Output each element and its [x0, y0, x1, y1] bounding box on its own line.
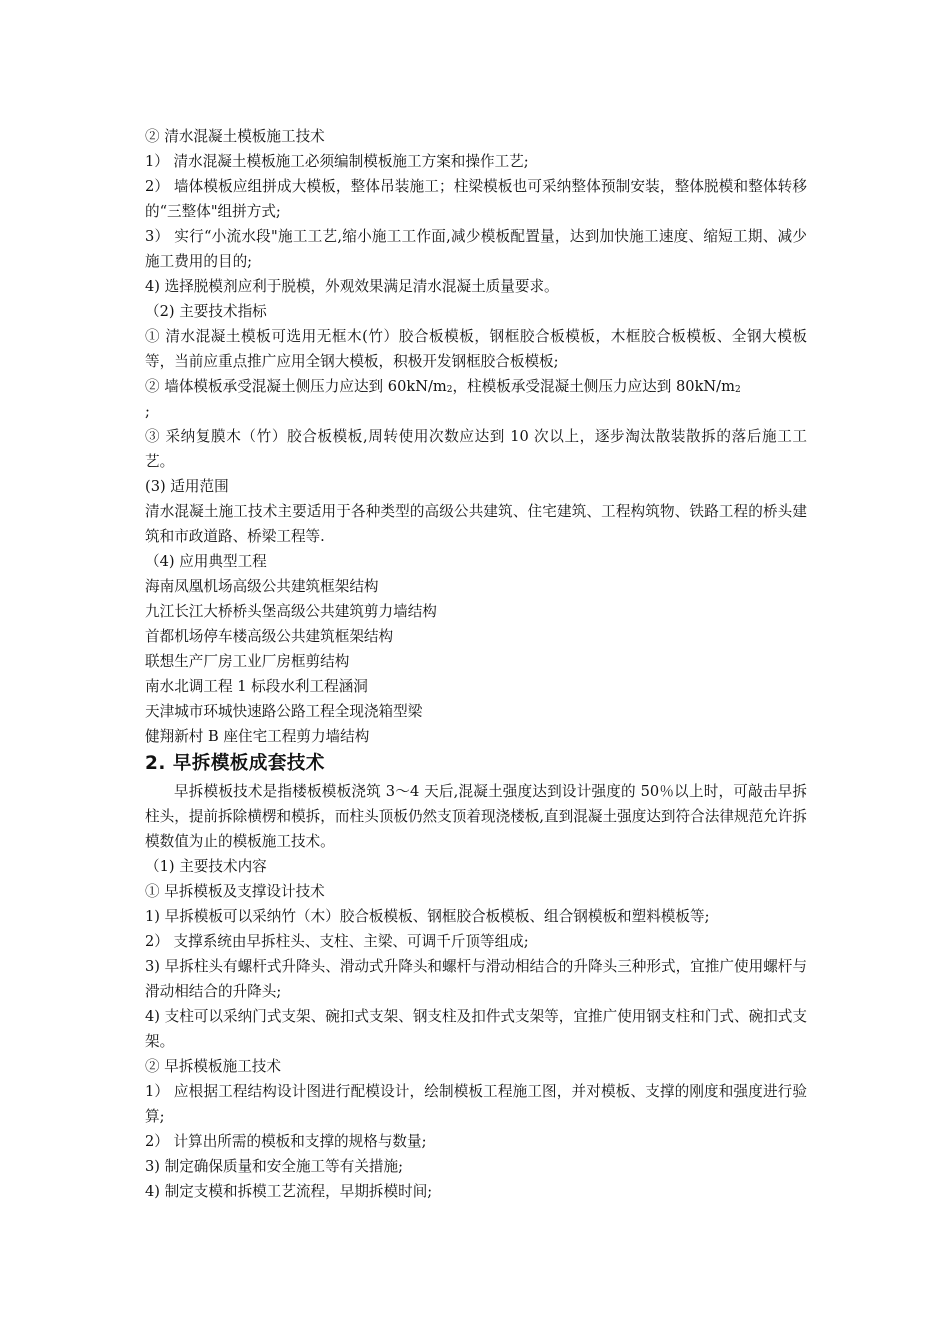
unit-exponent: 2 [446, 385, 453, 395]
subsection-title-projects: （4) 应用典型工程 [145, 553, 267, 570]
project-item: 海南凤凰机场高级公共建筑框架结构 [145, 578, 379, 595]
list-item: 4) 支柱可以采纳门式支架、碗扣式支架、钢支柱及扣件式支架等，宜推广使用钢支柱和门式、碗扣式支架。 [145, 1008, 807, 1050]
list-item: 2） 支撑系统由早拆柱头、支柱、主梁、可调千斤顶等组成; [145, 933, 529, 950]
section-label-construction-tech: ② 早拆模板施工技术 [145, 1058, 281, 1075]
list-item: 1) 早拆模板可以采纳竹（木）胶合板模板、钢框胶合板模板、组合钢模板和塑料模板等; [145, 908, 710, 925]
list-item: 4) 制定支模和拆模工艺流程，早期拆模时间; [145, 1183, 433, 1200]
project-item: 南水北调工程 1 标段水利工程涵洞 [145, 678, 368, 695]
list-item: 2） 墙体模板应组拼成大模板，整体吊装施工；柱梁模板也可采纳整体预制安装，整体脱模和整体转移的“三整体"组拼方式; [145, 178, 807, 220]
project-item: 联想生产厂房工业厂房框剪结构 [145, 653, 350, 670]
unit-exponent: 2 [734, 385, 741, 395]
list-item: 3) 早拆柱头有螺杆式升降头、滑动式升降头和螺杆与滑动相结合的升降头三种形式，宜推广使用螺杆与滑动相结合的升降头; [145, 958, 807, 1000]
list-item: 1） 应根据工程结构设计图进行配模设计，绘制模板工程施工图，并对模板、支撑的刚度和强度进行验算; [145, 1083, 807, 1125]
scope-paragraph: 清水混凝土施工技术主要适用于各种类型的高级公共建筑、住宅建筑、工程构筑物、铁路工程的桥头建筑和市政道路、桥梁工程等. [145, 503, 807, 545]
list-item: 3) 制定确保质量和安全施工等有关措施; [145, 1158, 404, 1175]
section-heading: 2. 早拆模板成套技术 [145, 753, 325, 774]
intro-paragraph: 早拆模板技术是指楼板模板浇筑 3～4 天后,混凝土强度达到设计强度的 50％以上时，可敲击早拆柱头，提前拆除横楞和模拆，而柱头顶板仍然支顶着现浇楼板,直到混凝土强度达到符合法律规范允许拆模数值为止的模板施工技术。 [145, 783, 807, 850]
document-page [145, 124, 807, 1204]
project-item: 健翔新村 B 座住宅工程剪力墙结构 [145, 728, 370, 745]
subsection-title-indicators: （2) 主要技术指标 [145, 303, 267, 320]
subsection-title-scope: (3) 适用范围 [145, 478, 229, 495]
section-label-design: ① 早拆模板及支撑设计技术 [145, 883, 325, 900]
list-item: 3） 实行“小流水段"施工工艺,缩小施工工作面,减少模板配置量，达到加快施工速度、缩短工期、减少施工费用的目的; [145, 228, 807, 270]
list-item: 4) 选择脱模剂应利于脱模，外观效果满足清水混凝土质量要求。 [145, 278, 559, 295]
list-item: ③ 采纳复膜木（竹）胶合板模板,周转使用次数应达到 10 次以上，逐步淘汰散装散拆的落后施工工艺。 [145, 428, 807, 470]
pressure-text-middle: ，柱模板承受混凝土侧压力应达到 80kN/m [452, 378, 735, 395]
list-item: 2） 计算出所需的模板和支撑的规格与数量; [145, 1133, 427, 1150]
project-item: 首都机场停车楼高级公共建筑框架结构 [145, 628, 394, 645]
project-item: 天津城市环城快速路公路工程全现浇箱型梁 [145, 703, 423, 720]
pressure-text-suffix: ; [145, 403, 150, 420]
pressure-indicator-paragraph [145, 374, 807, 424]
list-item: ① 清水混凝土模板可选用无框木(竹）胶合板模板，钢框胶合板模板，木框胶合板模板、全钢大模板等，当前应重点推广应用全钢大模板，积极开发钢框胶合板模板; [145, 328, 807, 370]
pressure-text-prefix: ② 墙体模板承受混凝土侧压力应达到 60kN/m [145, 378, 447, 395]
section-label-construction: ② 清水混凝土模板施工技术 [145, 128, 325, 145]
subsection-title-content: （1) 主要技术内容 [145, 858, 267, 875]
list-item: 1） 清水混凝土模板施工必须编制模板施工方案和操作工艺; [145, 153, 529, 170]
project-item: 九江长江大桥桥头堡高级公共建筑剪力墙结构 [145, 603, 437, 620]
